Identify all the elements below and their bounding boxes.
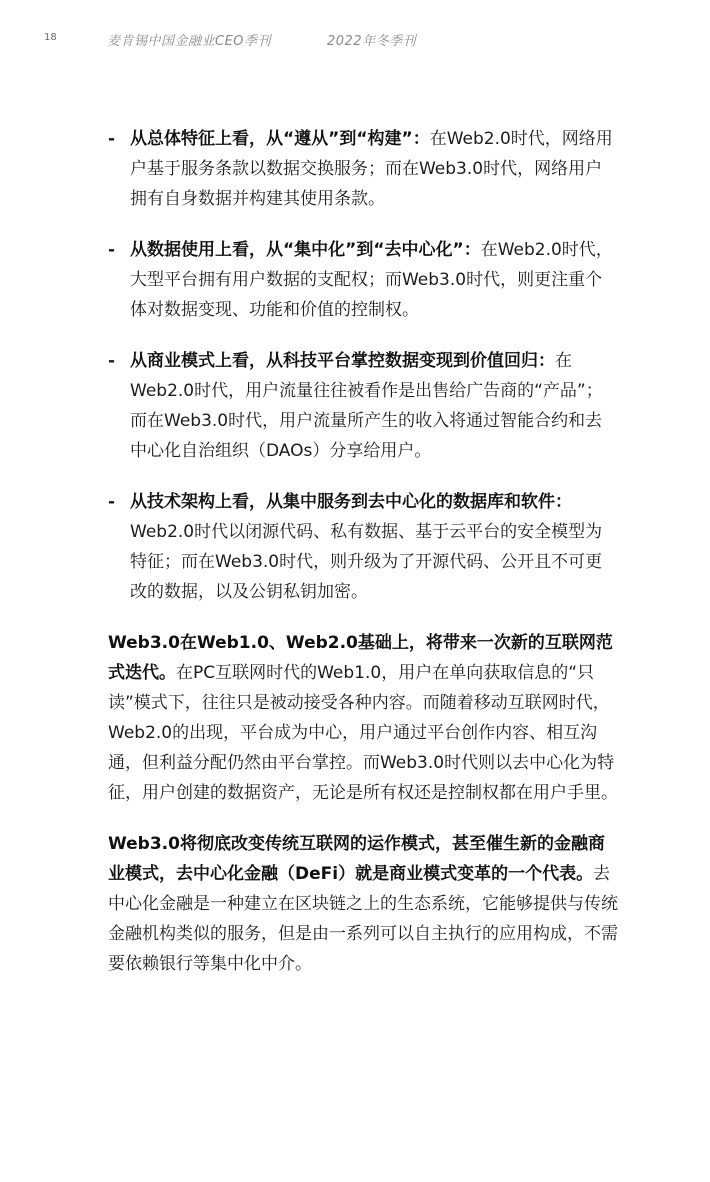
issue-label: 2022年冬季刊 — [327, 34, 417, 49]
bullet-lead: 从数据使用上看，从“集中化”到“去中心化”： — [130, 240, 481, 260]
bullet-lead: 从技术架构上看，从集中服务到去中心化的数据库和软件： — [130, 492, 572, 512]
page-number: 18 — [44, 32, 57, 43]
bullet-body: 在Web2.0时代，网络用户基于服务条款以数据交换服务；而在Web3.0时代，网络用户拥有自身数据并构建其使用条款。 — [130, 129, 613, 209]
list-item — [108, 346, 618, 466]
paragraph-lead: Web3.0在Web1.0、Web2.0基础上，将带来一次新的互联网范式迭代。 — [108, 633, 613, 683]
bullet-dash: - — [108, 240, 116, 260]
bullet-body: 在Web2.0时代，大型平台拥有用户数据的支配权；而Web3.0时代，则更注重个体对数据变现、功能和价值的控制权。 — [130, 240, 613, 320]
bullet-body: 在Web2.0时代，用户流量往往被看作是出售给广告商的“产品”；而在Web3.0时代，用户流量所产生的收入将通过智能合约和去中心化自治组织（DAOs）分享给用户。 — [130, 351, 603, 461]
bullet-lead: 从总体特征上看，从“遵从”到“构建”： — [130, 129, 430, 149]
list-item — [108, 235, 618, 325]
bullet-dash: - — [108, 492, 116, 512]
paragraph-body: 去中心化金融是一种建立在区块链之上的生态系统，它能够提供与传统金融机构类似的服务，但是由一系列可以自主执行的应用构成，不需要依赖银行等集中化中介。 — [108, 864, 618, 974]
publication-title: 麦肯锡中国金融业CEO季刊 — [107, 34, 272, 49]
bullet-dash: - — [108, 351, 116, 371]
paragraph-body: 在PC互联网时代的Web1.0，用户在单向获取信息的“只读”模式下，往往只是被动接受各种内容。而随着移动互联网时代，Web2.0的出现，平台成为中心，用户通过平台创作内容、相互沟通，但利益分配仍然由平台掌控。而Web3.0时代则以去中心化为特征，用户创建的数据资产，无论是所有权还是控制权都在用户手里。 — [108, 663, 618, 803]
article-body — [108, 124, 618, 1000]
list-item — [108, 487, 618, 607]
bullet-dash: - — [108, 129, 116, 149]
comparison-list — [108, 124, 618, 607]
paragraph — [108, 829, 618, 979]
bullet-lead: 从商业模式上看，从科技平台掌控数据变现到价值回归： — [130, 351, 555, 371]
bullet-body: Web2.0时代以闭源代码、私有数据、基于云平台的安全模型为特征；而在Web3.0时代，则升级为了开源代码、公开且不可更改的数据，以及公钥私钥加密。 — [130, 522, 603, 602]
list-item — [108, 124, 618, 214]
page-header — [44, 30, 670, 50]
paragraph — [108, 628, 618, 808]
paragraph-lead: Web3.0将彻底改变传统互联网的运作模式，甚至催生新的金融商业模式，去中心化金融（DeFi）就是商业模式变革的一个代表。 — [108, 834, 605, 884]
